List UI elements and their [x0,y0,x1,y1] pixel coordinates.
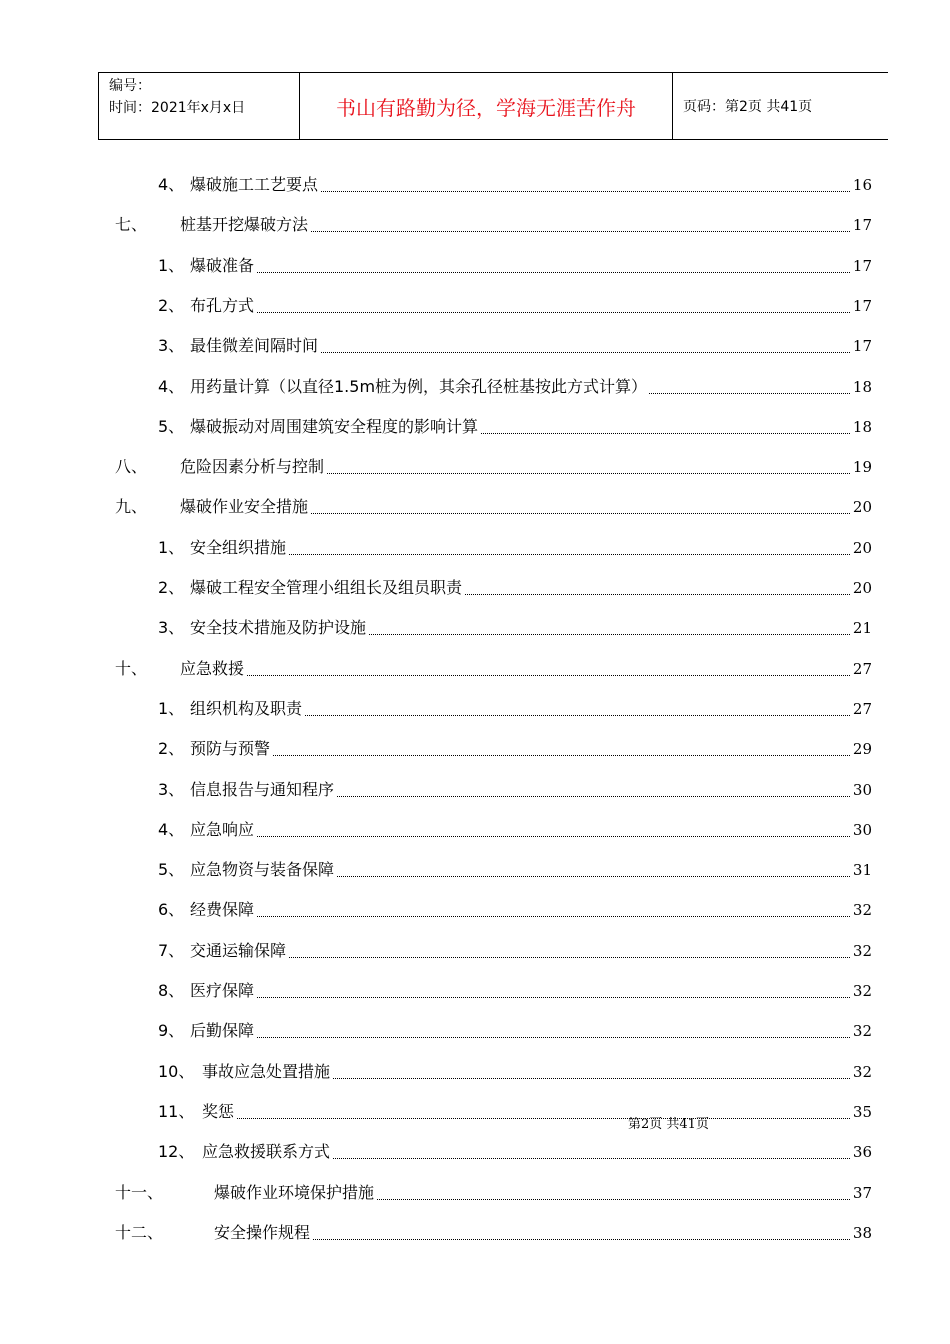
header-meta [99,73,300,139]
toc-leader-dots [190,312,854,313]
toc-entry-page: 17 [851,254,872,278]
toc-entry-number: 九、 [115,497,148,517]
toc-entry-number: 11、 [158,1101,195,1121]
toc-leader-dots [190,755,854,756]
toc-leader-dots [202,1118,854,1119]
toc-entry-title: 后勤保障 [190,1019,256,1043]
toc-entry-page: 27 [851,657,872,681]
toc-entry-title: 安全技术措施及防护设施 [190,616,368,640]
toc-entry-title: 组织机构及职责 [190,697,304,721]
toc-entry-page: 32 [851,979,872,1003]
toc-entry-title: 应急救援联系方式 [202,1140,332,1164]
toc-entry-title: 交通运输保障 [190,939,288,963]
toc-entry-page: 17 [851,294,872,318]
toc-leader-dots [180,675,854,676]
toc-entry[interactable] [0,737,950,761]
toc-entry-number: 2、 [158,578,185,597]
toc-leader-dots [190,1037,854,1038]
toc-entry-page: 38 [851,1221,872,1245]
toc-entry[interactable] [0,1140,950,1164]
toc-entry[interactable] [0,294,950,318]
toc-entry-page: 20 [851,536,872,560]
toc-entry-number: 3、 [158,618,185,638]
toc-entry[interactable] [0,334,950,358]
toc-entry-title: 奖惩 [202,1100,236,1124]
toc-entry[interactable] [0,1019,950,1043]
toc-entry[interactable] [0,858,950,882]
toc-entry[interactable] [0,818,950,842]
toc-entry-title: 爆破工程安全管理小组组长及组员职责 [190,576,464,600]
toc-entry[interactable] [0,173,950,197]
toc-entry-title: 安全组织措施 [190,536,288,560]
toc-entry-number: 十二、 [115,1222,164,1242]
toc-entry[interactable] [0,213,950,237]
toc-leader-dots [190,272,854,273]
toc-entry-number: 七、 [115,215,148,235]
number-label: 编号： [109,78,151,94]
toc-entry-page: 17 [851,334,872,358]
toc-entry-title: 事故应急处置措施 [202,1060,332,1084]
toc-entry-page: 32 [851,1060,872,1084]
toc-entry-page: 32 [851,1019,872,1043]
toc-entry-page: 18 [851,375,872,399]
toc-entry[interactable] [0,576,950,600]
toc-entry-title: 经费保障 [190,898,256,922]
toc-entry-title: 应急响应 [190,818,256,842]
toc-entry[interactable] [0,898,950,922]
toc-entry-title: 布孔方式 [190,294,256,318]
toc-entry-number: 5、 [158,416,185,436]
toc-entry-number: 4、 [158,376,185,396]
toc-entry-page: 20 [851,495,872,519]
toc-entry-number: 十、 [115,658,148,678]
toc-entry-page: 18 [851,415,872,439]
toc-entry[interactable] [0,939,950,963]
toc-entry-page: 30 [851,818,872,842]
toc-entry-page: 27 [851,697,872,721]
toc-entry-number: 八、 [115,457,148,477]
toc-entry-number: 2、 [158,295,185,315]
toc-entry-title: 用药量计算（以直径1.5m桩为例，其余孔径桩基按此方式计算） [190,375,649,399]
toc-entry-number: 3、 [158,779,185,799]
toc-entry[interactable] [0,415,950,439]
toc-leader-dots [190,836,854,837]
page-footer: 第2页 共41页 [628,1117,709,1132]
toc-entry[interactable] [0,455,950,479]
toc-entry-number: 7、 [158,940,185,960]
header-motto: 书山有路勤为径，学海无涯苦作舟 [300,73,673,139]
toc-entry[interactable] [0,657,950,681]
toc-entry-page: 35 [851,1100,872,1124]
toc-entry[interactable] [0,1221,950,1245]
toc-entry-title: 桩基开挖爆破方法 [180,213,310,237]
toc-entry-title: 信息报告与通知程序 [190,778,336,802]
toc-entry-number: 6、 [158,900,185,920]
toc-entry-number: 12、 [158,1142,195,1162]
toc-entry[interactable] [0,254,950,278]
toc-entry-page: 36 [851,1140,872,1164]
toc-entry-title: 最佳微差间隔时间 [190,334,320,358]
toc-entry-number: 4、 [158,819,185,839]
toc-leader-dots [190,957,854,958]
toc-entry-page: 21 [851,616,872,640]
toc-entry-number: 5、 [158,860,185,880]
toc-entry-number: 8、 [158,981,185,1000]
toc-entry-number: 10、 [158,1061,195,1081]
toc-entry-title: 爆破作业环境保护措施 [214,1181,376,1205]
toc-entry-title: 应急物资与装备保障 [190,858,336,882]
toc-entry-number: 1、 [158,537,185,557]
toc-entry-title: 预防与预警 [190,737,272,761]
toc-entry[interactable] [0,536,950,560]
toc-entry-title: 爆破作业安全措施 [180,495,310,519]
toc-entry-number: 1、 [158,698,185,718]
toc-entry-page: 37 [851,1181,872,1205]
toc-entry-title: 应急救援 [180,657,246,681]
toc-leader-dots [190,554,854,555]
toc-entry[interactable] [0,979,950,1003]
toc-entry-number: 9、 [158,1021,185,1041]
toc-entry-page: 31 [851,858,872,882]
toc-entry-title: 爆破振动对周围建筑安全程度的影响计算 [190,415,480,439]
page-header [98,72,888,140]
toc-entry-number: 1、 [158,255,185,275]
toc-entry-title: 安全操作规程 [214,1221,312,1245]
toc-entry-page: 19 [851,455,872,479]
toc-entry-number: 2、 [158,739,185,759]
toc-entry-page: 17 [851,213,872,237]
toc-entry-title: 医疗保障 [190,979,256,1003]
toc-entry[interactable] [0,495,950,519]
toc-entry-title: 爆破准备 [190,254,256,278]
toc-entry-page: 20 [851,576,872,600]
toc-entry-number: 4、 [158,175,185,194]
toc-entry-page: 32 [851,898,872,922]
time-label: 时间：2021年x月x日 [109,100,246,116]
toc-entry[interactable] [0,697,950,721]
toc-entry[interactable] [0,778,950,802]
toc-entry-page: 16 [851,173,872,197]
toc-entry[interactable] [0,1060,950,1084]
toc-entry-page: 30 [851,778,872,802]
toc-entry-number: 3、 [158,336,185,356]
toc-entry[interactable] [0,1181,950,1205]
toc-leader-dots [190,916,854,917]
toc-entry-page: 29 [851,737,872,761]
toc-entry[interactable] [0,616,950,640]
toc-entry[interactable] [0,1100,950,1124]
toc-entry-title: 爆破施工工艺要点 [190,173,320,197]
toc-entry-number: 十一、 [115,1182,164,1202]
toc-entry-page: 32 [851,939,872,963]
header-page-info: 页码：第2页 共41页 [683,99,813,115]
toc-entry-title: 危险因素分析与控制 [180,455,326,479]
toc-entry[interactable] [0,375,950,399]
toc-leader-dots [190,997,854,998]
